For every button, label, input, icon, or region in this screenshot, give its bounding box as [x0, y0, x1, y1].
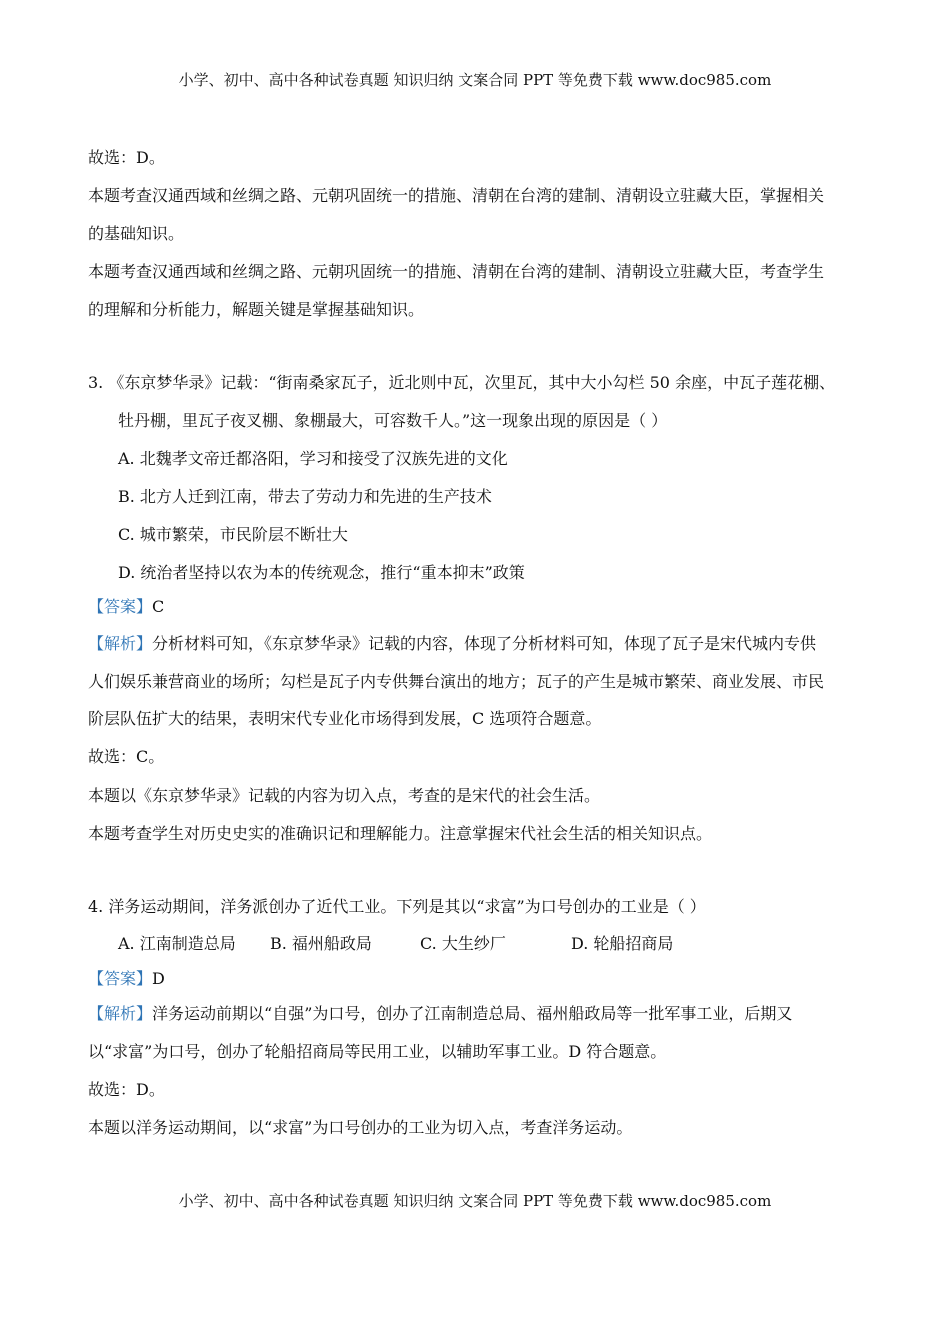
q3-option-b: B. 北方人迁到江南，带去了劳动力和先进的生产技术	[118, 487, 492, 506]
q3-answer-value: C	[152, 597, 165, 616]
q3-analysis-text1: 分析材料可知，《东京梦华录》记载的内容，体现了分析材料可知，体现了瓦子是宋代城内专供	[152, 634, 817, 653]
q4-stem: 4. 洋务运动期间，洋务派创办了近代工业。下列是其以“求富”为口号创办的工业是（ ）	[88, 897, 706, 916]
q4-option-b: B. 福州船政局	[270, 934, 372, 953]
q3-option-a: A. 北魏孝文帝迁都洛阳，学习和接受了汉族先进的文化	[118, 449, 508, 468]
page-header: 小学、初中、高中各种试卷真题 知识归纳 文案合同 PPT 等免费下载 www.doc985.com	[178, 71, 772, 89]
q4-answer-tag: 【答案】	[88, 969, 153, 988]
q4-analysis-tag: 【解析】	[88, 1004, 153, 1023]
q3-option-d: D. 统治者坚持以农为本的传统观念，推行“重本抑末”政策	[118, 563, 525, 582]
page-footer: 小学、初中、高中各种试卷真题 知识归纳 文案合同 PPT 等免费下载 www.doc985.com	[178, 1192, 772, 1210]
q3-analysis-line3: 阶层队伍扩大的结果，表明宋代专业化市场得到发展，C 选项符合题意。	[88, 709, 602, 728]
q3-stem-line2: 牡丹棚，里瓦子夜叉棚、象棚最大，可容数千人。”这一现象出现的原因是（ ）	[118, 411, 668, 430]
q3-comment1: 本题以《东京梦华录》记载的内容为切入点，考查的是宋代的社会生活。	[88, 786, 601, 805]
q3-analysis-line2: 人们娱乐兼营商业的场所；勾栏是瓦子内专供舞台演出的地方；瓦子的产生是城市繁荣、商业发展、市民	[88, 672, 825, 691]
q4-options-row	[0, 934, 950, 954]
q3-stem-line1: 3. 《东京梦华录》记载：“街南桑家瓦子，近北则中瓦，次里瓦，其中大小勾栏 50 余座，中瓦子莲花棚、	[88, 373, 836, 392]
q2-choice-line: 故选：D。	[88, 148, 165, 167]
q3-analysis-line1	[88, 634, 816, 654]
q2-comment2-line1: 本题考查汉通西域和丝绸之路、元朝巩固统一的措施、清朝在台湾的建制、清朝设立驻藏大臣，考查学生	[88, 262, 825, 281]
q4-comment: 本题以洋务运动期间，以“求富”为口号创办的工业为切入点，考查洋务运动。	[88, 1118, 633, 1137]
q4-analysis-text1: 洋务运动前期以“自强”为口号，创办了江南制造总局、福州船政局等一批军事工业，后期又	[152, 1004, 793, 1023]
q2-comment2-line2: 的理解和分析能力，解题关键是掌握基础知识。	[88, 300, 425, 319]
q3-answer-tag: 【答案】	[88, 597, 153, 616]
q4-choice-line: 故选：D。	[88, 1080, 165, 1099]
q4-option-c: C. 大生纱厂	[420, 934, 506, 953]
q4-option-d: D. 轮船招商局	[571, 934, 674, 953]
q4-option-a: A. 江南制造总局	[118, 934, 236, 953]
q4-analysis-line1	[88, 1004, 792, 1024]
q3-comment2: 本题考查学生对历史史实的准确识记和理解能力。注意掌握宋代社会生活的相关知识点。	[88, 824, 713, 843]
q2-comment1-line1: 本题考查汉通西域和丝绸之路、元朝巩固统一的措施、清朝在台湾的建制、清朝设立驻藏大臣，掌握相关	[88, 186, 825, 205]
q3-choice-line: 故选：C。	[88, 747, 165, 766]
q4-answer-value: D	[152, 969, 165, 988]
q2-comment1-line2: 的基础知识。	[88, 224, 185, 243]
q3-analysis-tag: 【解析】	[88, 634, 153, 653]
q4-answer-line	[88, 969, 165, 989]
q4-analysis-line2: 以“求富”为口号，创办了轮船招商局等民用工业，以辅助军事工业。D 符合题意。	[88, 1042, 667, 1061]
q3-option-c: C. 城市繁荣，市民阶层不断壮大	[118, 525, 348, 544]
q3-answer-line	[88, 597, 164, 617]
